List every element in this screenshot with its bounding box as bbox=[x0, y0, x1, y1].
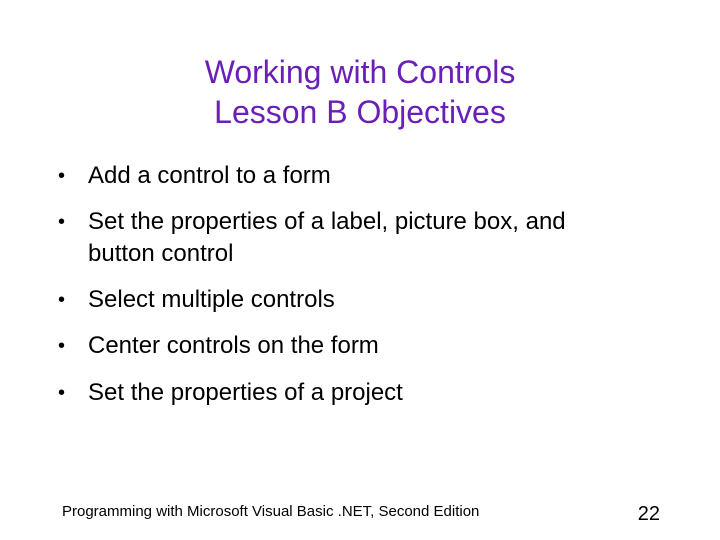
title-line-2: Lesson B Objectives bbox=[214, 94, 506, 130]
objective-item bbox=[58, 330, 658, 362]
objective-text: Select multiple controls bbox=[88, 286, 335, 313]
title-line-1: Working with Controls bbox=[204, 54, 516, 90]
bullet-icon: • bbox=[58, 382, 66, 404]
objective-text: Set the properties of a project bbox=[88, 379, 403, 406]
footer-text: Programming with Microsoft Visual Basic .NET, Second Edition bbox=[62, 503, 480, 520]
objective-text: Center controls on the form bbox=[88, 332, 379, 359]
bullet-icon: • bbox=[58, 289, 66, 311]
bullet-icon: • bbox=[58, 335, 66, 357]
objective-item bbox=[58, 377, 658, 409]
bullet-icon: • bbox=[58, 165, 66, 187]
objective-item bbox=[58, 160, 658, 192]
page-number: 22 bbox=[637, 503, 660, 525]
objective-text: Add a control to a form bbox=[88, 162, 331, 189]
bullet-icon: • bbox=[58, 211, 66, 233]
objective-text: Set the properties of a label, picture box, and button control bbox=[88, 208, 566, 267]
objective-item bbox=[58, 284, 658, 316]
objective-item bbox=[58, 206, 618, 270]
